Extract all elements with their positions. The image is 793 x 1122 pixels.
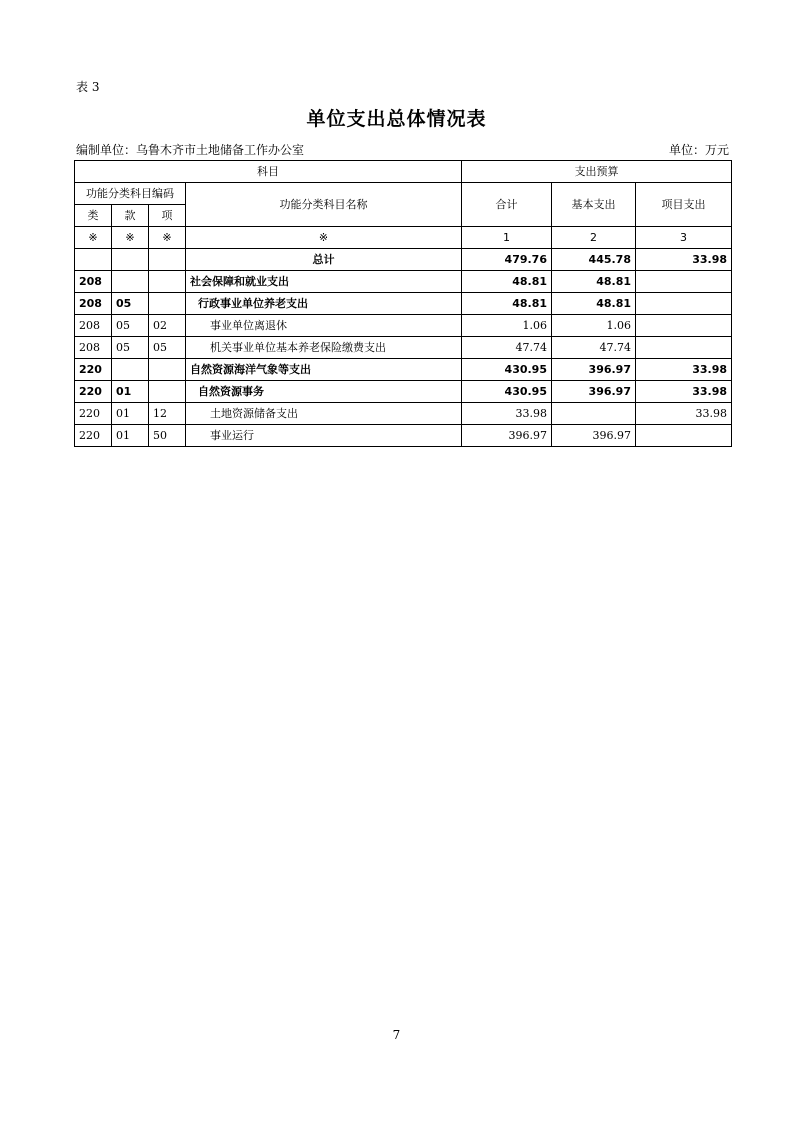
column-index-cell: 2	[552, 227, 636, 249]
total-cell: 430.95	[462, 359, 552, 381]
table-row-grand-total	[75, 249, 732, 271]
name-cell: 事业单位离退休	[186, 315, 462, 337]
project-cell: 33.98	[636, 403, 732, 425]
header-kuan: 款	[112, 205, 149, 227]
basic-cell	[552, 403, 636, 425]
kuan-cell	[112, 271, 149, 293]
xiang-cell	[149, 381, 186, 403]
header-project: 项目支出	[636, 183, 732, 227]
marker-cell: ※	[75, 227, 112, 249]
lei-cell	[75, 249, 112, 271]
lei-cell: 208	[75, 315, 112, 337]
table-row	[75, 337, 732, 359]
xiang-cell: 12	[149, 403, 186, 425]
total-cell: 396.97	[462, 425, 552, 447]
lei-cell: 220	[75, 359, 112, 381]
total-cell: 48.81	[462, 293, 552, 315]
project-cell	[636, 293, 732, 315]
total-cell: 48.81	[462, 271, 552, 293]
expenditure-table	[74, 160, 732, 447]
basic-cell: 396.97	[552, 425, 636, 447]
project-cell	[636, 271, 732, 293]
header-total: 合计	[462, 183, 552, 227]
lei-cell: 220	[75, 425, 112, 447]
project-cell	[636, 315, 732, 337]
kuan-cell: 05	[112, 315, 149, 337]
project-cell: 33.98	[636, 359, 732, 381]
header-budget: 支出预算	[462, 161, 732, 183]
marker-cell: ※	[149, 227, 186, 249]
kuan-cell: 05	[112, 337, 149, 359]
table-number-label: 表 3	[76, 80, 100, 94]
currency-unit: 单位：万元	[668, 143, 729, 157]
basic-cell: 396.97	[552, 359, 636, 381]
column-index-cell: 3	[636, 227, 732, 249]
table-row	[75, 271, 732, 293]
kuan-cell: 01	[112, 381, 149, 403]
kuan-cell	[112, 359, 149, 381]
basic-cell: 47.74	[552, 337, 636, 359]
page-title: 单位支出总体情况表	[306, 108, 487, 130]
kuan-cell: 05	[112, 293, 149, 315]
table-row	[75, 425, 732, 447]
compiling-unit: 编制单位：乌鲁木齐市土地储备工作办公室	[76, 143, 305, 157]
lei-cell: 208	[75, 271, 112, 293]
table-row	[75, 315, 732, 337]
basic-cell: 48.81	[552, 293, 636, 315]
total-cell: 430.95	[462, 381, 552, 403]
xiang-cell	[149, 271, 186, 293]
name-cell: 机关事业单位基本养老保险缴费支出	[186, 337, 462, 359]
lei-cell: 220	[75, 403, 112, 425]
marker-cell: ※	[112, 227, 149, 249]
table-row	[75, 359, 732, 381]
xiang-cell: 05	[149, 337, 186, 359]
header-subject: 科目	[75, 161, 462, 183]
total-cell: 33.98	[462, 403, 552, 425]
name-cell: 事业运行	[186, 425, 462, 447]
table-row	[75, 403, 732, 425]
name-cell: 行政事业单位养老支出	[186, 293, 462, 315]
lei-cell: 208	[75, 337, 112, 359]
project-cell: 33.98	[636, 249, 732, 271]
marker-cell: ※	[186, 227, 462, 249]
xiang-cell	[149, 249, 186, 271]
name-cell: 土地资源储备支出	[186, 403, 462, 425]
basic-cell: 48.81	[552, 271, 636, 293]
lei-cell: 220	[75, 381, 112, 403]
table-row	[75, 381, 732, 403]
column-index-cell: 1	[462, 227, 552, 249]
name-cell: 自然资源事务	[186, 381, 462, 403]
header-xiang: 项	[149, 205, 186, 227]
xiang-cell: 50	[149, 425, 186, 447]
project-cell	[636, 425, 732, 447]
project-cell: 33.98	[636, 381, 732, 403]
project-cell	[636, 337, 732, 359]
marker-row	[75, 227, 732, 249]
xiang-cell: 02	[149, 315, 186, 337]
kuan-cell: 01	[112, 403, 149, 425]
header-row-2	[75, 183, 732, 205]
basic-cell: 1.06	[552, 315, 636, 337]
table-row	[75, 293, 732, 315]
header-name: 功能分类科目名称	[186, 183, 462, 227]
name-cell: 自然资源海洋气象等支出	[186, 359, 462, 381]
xiang-cell	[149, 359, 186, 381]
total-cell: 1.06	[462, 315, 552, 337]
name-cell: 总计	[186, 249, 462, 271]
total-cell: 47.74	[462, 337, 552, 359]
header-row-1	[75, 161, 732, 183]
lei-cell: 208	[75, 293, 112, 315]
kuan-cell	[112, 249, 149, 271]
xiang-cell	[149, 293, 186, 315]
kuan-cell: 01	[112, 425, 149, 447]
basic-cell: 396.97	[552, 381, 636, 403]
total-cell: 479.76	[462, 249, 552, 271]
basic-cell: 445.78	[552, 249, 636, 271]
header-lei: 类	[75, 205, 112, 227]
page-number: 7	[392, 1028, 401, 1042]
name-cell: 社会保障和就业支出	[186, 271, 462, 293]
header-code: 功能分类科目编码	[75, 183, 186, 205]
header-basic: 基本支出	[552, 183, 636, 227]
